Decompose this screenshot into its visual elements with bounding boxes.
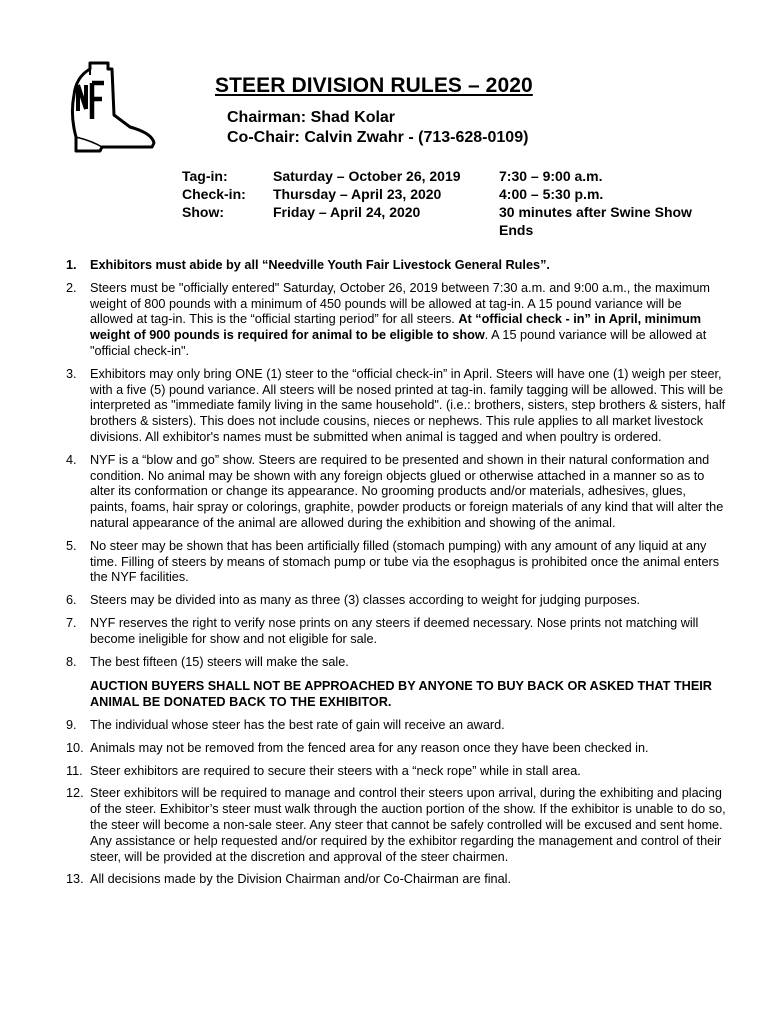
- rule-4: 4. NYF is a “blow and go” show. Steers are required to be presented and shown in their natural conformation and condition. No animal may be shown with any foreign objects glued or otherwise attached in a manner so as to alter its conformation or change its appearance. No grooming products and/or materials, adhesives, glues, paints, foams, hair spray or colorings, graphite, powder products or foreign materials of any kind that will alter the natural appearance of the animal are allowed during the exhibition and showing of the animal.: [66, 452, 724, 530]
- schedule-row-check-in: [182, 185, 719, 203]
- schedule-row-tag-in: [182, 167, 719, 185]
- page-title: STEER DIVISION RULES – 2020: [215, 74, 533, 97]
- rule-2: 2. Steers must be "officially entered" Saturday, October 26, 2019 between 7:30 a.m. and 9:00 a.m., the maximum weight of 800 pounds with a minimum of 450 pounds will be allowed at tag-in. A 15 pound variance will be allowed at tag-in. This is the “official starting period” for all steers. At “official check - in” in April, minimum weight of 900 pounds is required for animal to be eligible to show. A 15 pound variance will be allowed at "official check-in".: [66, 280, 710, 358]
- schedule-date: Thursday – April 23, 2020: [273, 186, 442, 202]
- schedule-date: Friday – April 24, 2020: [273, 204, 421, 220]
- rule-5: 5. No steer may be shown that has been artificially filled (stomach pumping) with any amount of any liquid at any time. Filling of steers by means of stomach pump or tube via the esophagus is prohibited once the animal enters the NYF facilities.: [66, 538, 720, 585]
- co-chairman: Co-Chair: Calvin Zwahr - (713-628-0109): [227, 129, 529, 146]
- schedule-time: 30 minutes after Swine Show Ends: [499, 204, 692, 238]
- rule-13: 13. All decisions made by the Division Chairman and/or Co-Chairman are final.: [66, 872, 511, 887]
- rule-10: 10. Animals may not be removed from the fenced area for any reason once they have been checked in.: [66, 740, 649, 755]
- chairman: Chairman: Shad Kolar: [227, 109, 396, 126]
- schedule-date: Saturday – October 26, 2019: [273, 168, 461, 184]
- schedule-label: Show:: [182, 204, 224, 220]
- auction-buyers-notice: AUCTION BUYERS SHALL NOT BE APPROACHED BY ANYONE TO BUY BACK OR ASKED THAT THEIR ANIMAL BE DONATED BACK TO THE EXHIBITOR.: [90, 679, 712, 710]
- rule-8-text: The best fifteen (15) steers will make the sale.: [90, 654, 349, 669]
- rule-6: 6. Steers may be divided into as many as three (3) classes according to weight for judging purposes.: [66, 593, 641, 608]
- schedule: [182, 167, 719, 239]
- schedule-time: 4:00 – 5:30 p.m.: [499, 186, 604, 202]
- rules-list: [66, 258, 726, 895]
- schedule-row-show: [182, 203, 719, 239]
- schedule-label: Tag-in:: [182, 168, 228, 184]
- rule-8: 8. The best fifteen (15) steers will make the sale. AUCTION BUYERS SHALL NOT BE APPROACHED BY ANYONE TO BUY BACK OR ASKED THAT THEIR ANIMAL BE DONATED BACK TO THE EXHIBITOR.: [66, 655, 726, 711]
- rule-11: 11. Steer exhibitors are required to secure their steers with a “neck rope” while in stall area.: [66, 763, 581, 778]
- schedule-label: Check-in:: [182, 186, 246, 202]
- rule-7: 7. NYF reserves the right to verify nose prints on any steers if deemed necessary. Nose prints not matching will become ineligible for show and not eligible for sale.: [66, 615, 699, 646]
- schedule-time: 7:30 – 9:00 a.m.: [499, 168, 603, 184]
- rule-12: 12. Steer exhibitors will be required to manage and control their steers upon arrival, during the exhibiting and placing of the steer. Exhibitor’s steer must walk through the auction portion of the show. If the exhibitor is unable to do so, the steer will become a non-sale steer. Any steer that cannot be safely controlled will be excused and sent home. Any assistance or help requested and/or required by the exhibitor regarding the management and control of their steer, will be provided at the discretion and approval of the steer chairmen.: [66, 786, 726, 864]
- nyf-boot-logo: [62, 55, 162, 155]
- rule-1: 1. Exhibitors must abide by all “Needville Youth Fair Livestock General Rules”.: [66, 258, 550, 272]
- rule-3: 3. Exhibitors may only bring ONE (1) steer to the “official check-in” in April. Steers will have one (1) weigh per steer, with a five (5) pound variance. All steers will be nosed printed at tag-in. family tagging will be allowed. This will be interpreted as "immediate family living in the same household". (i.e.: brothers, sisters, step brothers & sisters, half brothers & sisters). This does not include cousins, nieces or nephews. This rule applies to all market livestock divisions. All exhibitor's names must be submitted when animal is tagged and when poultry is ordered.: [66, 366, 726, 444]
- rule-9: 9. The individual whose steer has the best rate of gain will receive an award.: [66, 717, 505, 732]
